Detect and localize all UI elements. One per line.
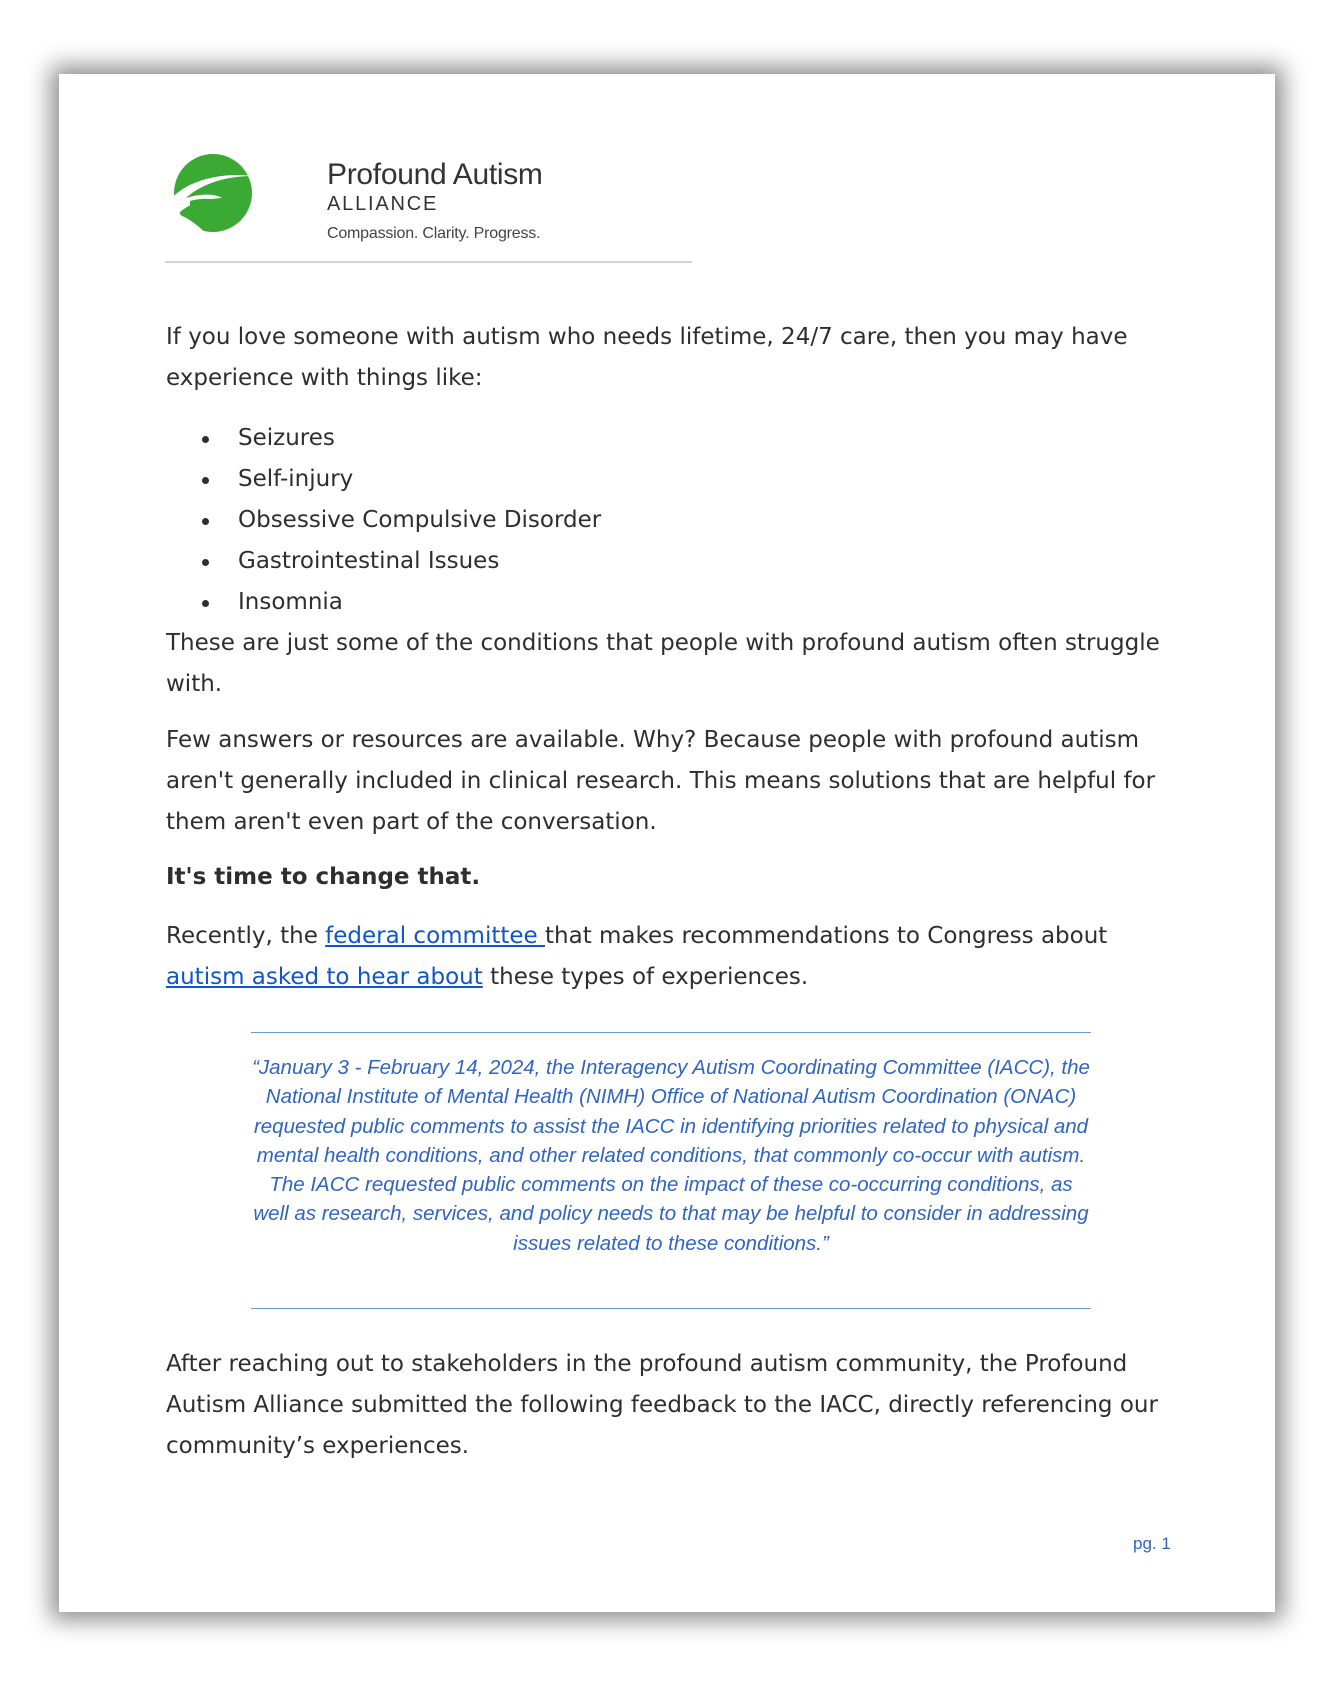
list-item-text: Seizures (238, 425, 335, 451)
list-item-text: Self-injury (238, 466, 354, 492)
document-page (59, 74, 1275, 1612)
federal-committee-link[interactable]: federal committee (325, 923, 545, 949)
list-item (166, 418, 601, 459)
committee-text-after: these types of experiences. (482, 964, 809, 990)
autism-asked-link[interactable]: autism asked to hear about (166, 964, 483, 990)
quote-block (251, 1032, 1091, 1309)
list-item-text: Gastrointestinal Issues (238, 548, 500, 574)
bullet-icon (202, 436, 209, 443)
list-item-text: Insomnia (238, 589, 343, 615)
logo-wordmark (327, 158, 543, 243)
profound-autism-alliance-logo-icon (118, 146, 308, 270)
conditions-list (166, 418, 601, 623)
list-item (166, 500, 601, 541)
conditions-summary-paragraph: These are just some of the conditions that people with profound autism often struggle with. (166, 630, 1160, 697)
logo-name: Profound Autism (327, 158, 543, 191)
page-number: pg. 1 (1133, 1534, 1171, 1553)
research-gap-paragraph: Few answers or resources are available. Why? Because people with profound autism aren't generally included in clinical research. This means solutions that are helpful for them aren't even part of the conversation. (166, 727, 1156, 835)
quote-text: “January 3 - February 14, 2024, the Interagency Autism Coordinating Committee (IACC), the National Institute of Mental Health (NIMH) Office of National Autism Coordination (ONAC) requested public comments to assist the IACC in identifying priorities related to physical and mental health conditions, and other related conditions, that commonly co-occur with autism. The IACC requested public comments on the impact of these co-occurring conditions, as well as research, services, and policy needs to that may be helpful to consider in addressing issues related to these conditions.” (252, 1056, 1090, 1255)
committee-paragraph (166, 916, 1176, 998)
bullet-icon (202, 518, 209, 525)
intro-paragraph: If you love someone with autism who needs lifetime, 24/7 care, then you may have experience with things like: (166, 324, 1128, 391)
list-item-text: Obsessive Compulsive Disorder (238, 507, 602, 533)
list-item (166, 459, 601, 500)
header-divider (165, 261, 692, 263)
callout-heading: It's time to change that. (166, 864, 481, 890)
list-item (166, 582, 601, 623)
bullet-icon (202, 600, 209, 607)
logo-subtitle: ALLIANCE (327, 193, 439, 215)
committee-text-middle: that makes recommendations to Congress about (545, 923, 1108, 949)
bullet-icon (202, 559, 209, 566)
list-item (166, 541, 601, 582)
committee-text-before: Recently, the (166, 923, 326, 949)
logo-tagline: Compassion. Clarity. Progress. (327, 225, 541, 242)
feedback-paragraph: After reaching out to stakeholders in the profound autism community, the Profound Autism Alliance submitted the following feedback to the IACC, directly referencing our community’s experiences. (166, 1351, 1158, 1459)
bullet-icon (202, 477, 209, 484)
